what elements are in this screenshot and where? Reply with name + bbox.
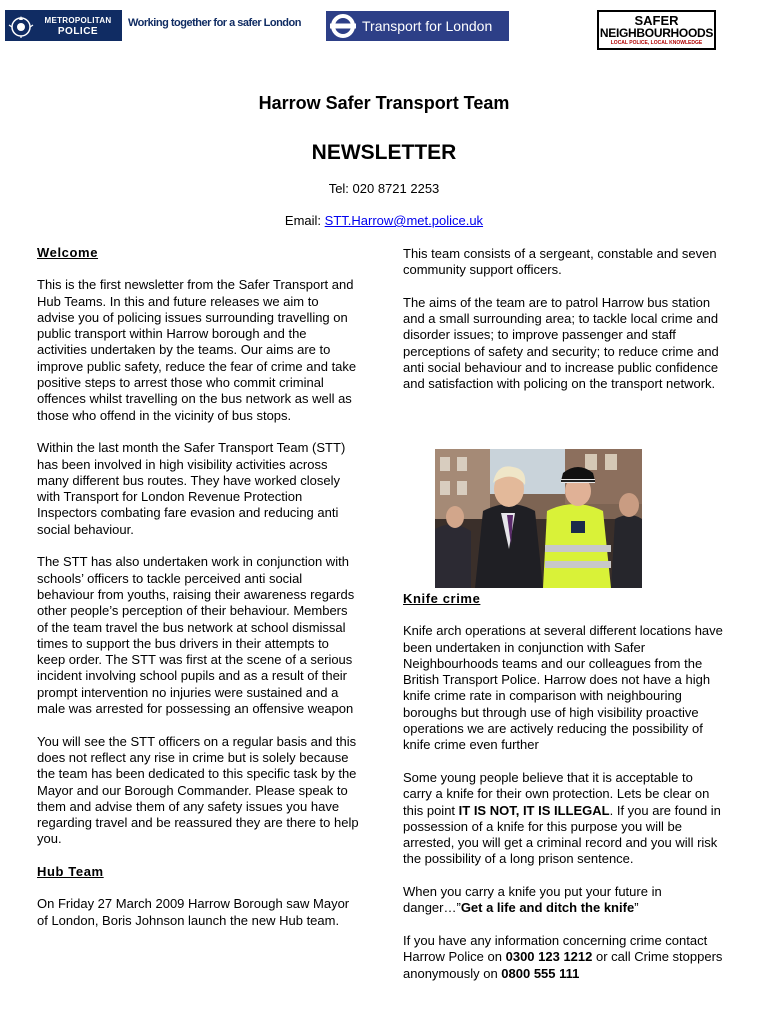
tfl-roundel-icon: [330, 13, 356, 39]
met-tagline: Working together for a safer London: [128, 17, 301, 29]
tfl-logo-text: Transport for London: [362, 18, 493, 34]
knife-p4-text-b: or call Crime stoppers anonymously on: [403, 949, 723, 981]
photo-illustration: [435, 449, 642, 588]
header: [0, 0, 768, 60]
knife-p4-text-a: If you have any information concerning crime contact Harrow Police on: [403, 932, 708, 965]
welcome-heading: Welcome: [37, 245, 99, 260]
met-logo-line1: METROPOLITAN: [44, 15, 112, 25]
telephone: Tel: 020 8721 2253: [328, 181, 440, 196]
metropolitan-police-logo: [5, 10, 122, 41]
safer-neighbourhoods-logo: [597, 10, 716, 50]
knife-crime-heading: Knife crime: [403, 591, 481, 606]
knife-paragraph-1: Knife arch operations at several different locations have been undertaken in conjunction with Safer Neighbourhoods teams and our colleagues from the British Transport Police. Harrow does not have a high knife crime rate in comparison with neighbouring boroughs but through use of high visibility proactive operations we are actively reducing the possibility of knife crime even further: [403, 623, 723, 753]
team-paragraph-2: The aims of the team are to patrol Harrow bus station and a small surrounding area; to tackle local crime and disorder issues; to improve passenger and staff perceptions of safety and security; to reduce crime and anti social behaviour and to increase public confidence and satisfaction with policing on the transport network.: [403, 294, 719, 392]
knife-paragraph-2: [403, 770, 725, 868]
welcome-paragraph-3: The STT has also undertaken work in conjunction with schools’ officers to tackle perceived anti social behaviour from youths, raising their awareness regards other people’s perception of their behaviour. Members of the team travel the bus network at school dismissal times to support the bus drivers in their attempts to keep order. The STT was first at the scene of a serious incident involving school pupils and as a result of their prompt intervention no injuries were sustained and a male was arrested for possessing an offensive weapon: [37, 554, 355, 717]
email-link[interactable]: STT.Harrow@met.police.uk: [324, 213, 484, 228]
sn-logo-line1: SAFER: [634, 13, 679, 28]
hub-team-paragraph: On Friday 27 March 2009 Harrow Borough saw Mayor of London, Boris Johnson launch the new Hub team.: [37, 896, 350, 928]
left-column: [37, 245, 359, 945]
welcome-paragraph-1: This is the first newsletter from the Safer Transport and Hub Teams. In this and future releases we aim to advise you of policing issues surrounding travelling on public transport within Harrow borough and the activities undertaken by the teams. Our aims are to improve public safety, reduce the fear of crime and take positive steps to arrest those who commit criminal offences whilst travelling on the bus network as well as those who offend in the vicinity of bus stops.: [37, 277, 357, 423]
mayor-with-officer-photo: [435, 449, 642, 588]
knife-p3-bold: Get a life and ditch the knife: [460, 900, 635, 916]
page-title: Harrow Safer Transport Team: [258, 93, 510, 113]
welcome-paragraph-4: You will see the STT officers on a regular basis and this does not reflect any rise in crime but is solely because the team has been dedicated to this specific task by the Mayor and our Borough Commander. Please speak to them and advise them of any safety issues you have regarding travel and be reassured they are there to help you.: [37, 733, 359, 847]
police-crest-icon: [8, 13, 34, 39]
tfl-logo: [326, 11, 509, 41]
knife-paragraph-3: [403, 884, 725, 917]
email-line: [0, 213, 768, 228]
right-column-bottom: [403, 591, 725, 998]
knife-paragraph-4: [403, 933, 725, 982]
knife-p3-text-a: When you carry a knife you put your future in danger…”: [403, 884, 662, 916]
welcome-paragraph-2: Within the last month the Safer Transport Team (STT) has been involved in high visibility activities across many different bus routes. They have worked closely with Transport for London Revenue Protection Inspectors combating fare evasion and reducing anti social behaviour.: [37, 440, 346, 537]
met-logo-line2: POLICE: [57, 25, 99, 37]
sn-logo-line3: LOCAL POLICE, LOCAL KNOWLEDGE: [610, 40, 703, 46]
knife-p3-text-b: ”: [634, 900, 639, 916]
newsletter-heading: NEWSLETTER: [311, 141, 457, 164]
right-column-top: [403, 246, 725, 409]
email-label: Email:: [284, 213, 325, 228]
crimestoppers-phone: 0800 555 111: [501, 965, 580, 981]
knife-p2-text-a: Some young people believe that it is acceptable to carry a knife for their own protection. Lets be clear on this point: [403, 769, 710, 818]
hub-team-heading: Hub Team: [37, 863, 104, 879]
knife-p2-bold: IT IS NOT, IT IS ILLEGAL: [458, 802, 610, 818]
team-paragraph-1: This team consists of a sergeant, constable and seven community support officers.: [403, 246, 717, 278]
sn-logo-line2: NEIGHBOURHOODS: [599, 26, 714, 40]
harrow-police-phone: 0300 123 1212: [505, 949, 593, 965]
knife-p2-text-b: . If you are found in possession of a knife for this purpose you will be arrested, you will get a criminal record and you will risk the possibility of a long prison sentence.: [403, 802, 721, 867]
